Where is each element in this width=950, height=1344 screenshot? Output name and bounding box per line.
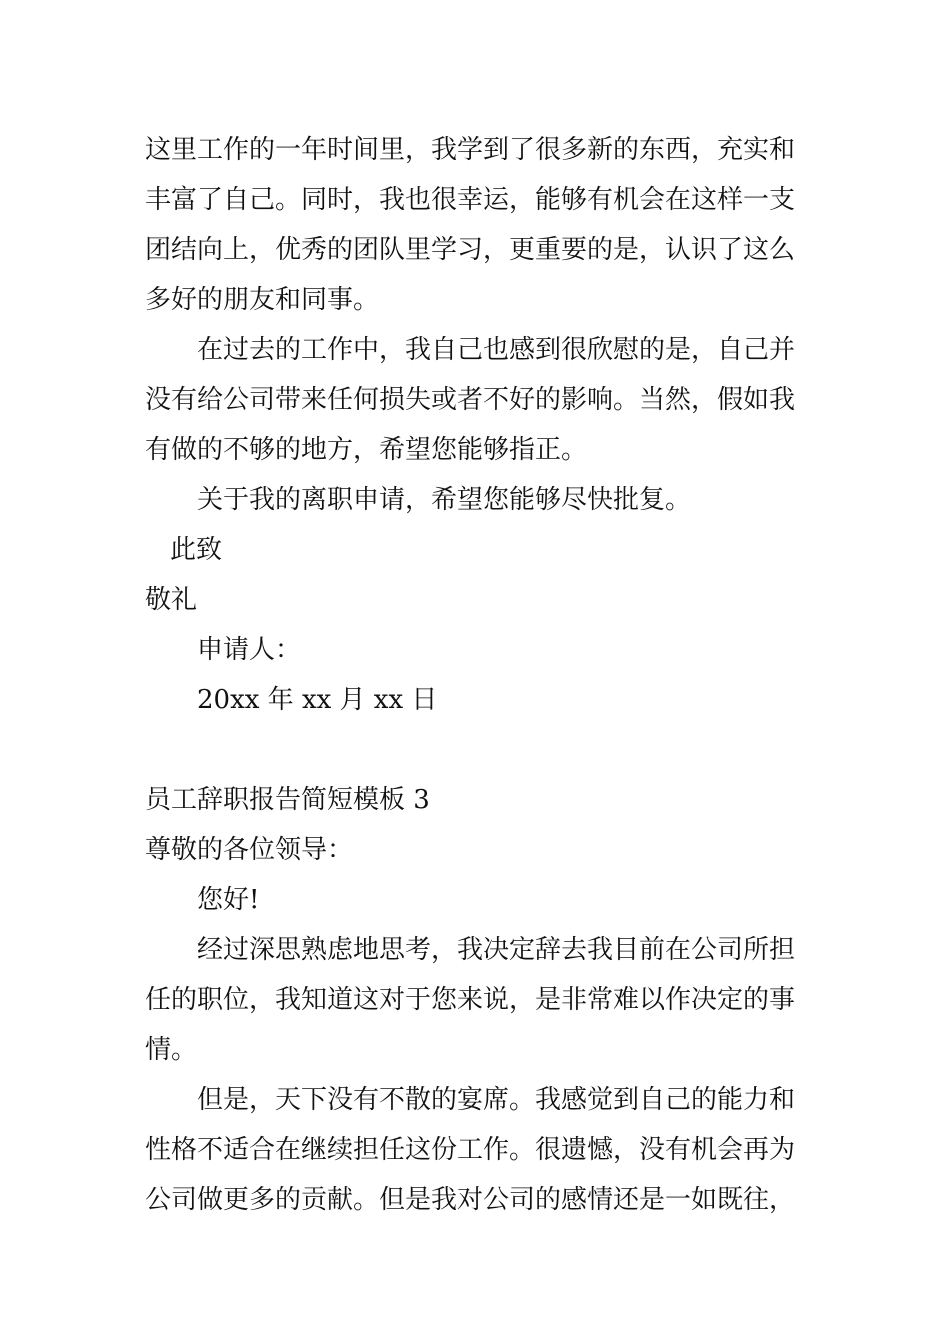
text-line: 在过去的工作中，我自己也感到很欣慰的是，自己并 [197, 335, 796, 365]
text-line: 经过深思熟虑地思考，我决定辞去我目前在公司所担 [197, 935, 796, 965]
text-line: 公司做更多的贡献。但是我对公司的感情还是一如既往， [145, 1185, 796, 1215]
section-title: 员工辞职报告简短模板 3 [145, 785, 430, 815]
text-line: 任的职位，我知道这对于您来说，是非常难以作决定的事 [145, 985, 796, 1015]
text-line: 团结向上，优秀的团队里学习，更重要的是，认识了这么 [145, 235, 796, 265]
text-line: 丰富了自己。同时，我也很幸运，能够有机会在这样一支 [145, 185, 796, 215]
text-line: 这里工作的一年时间里，我学到了很多新的东西，充实和 [145, 135, 796, 165]
text-line: 情。 [145, 1035, 198, 1065]
text-line: 关于我的离职申请，希望您能够尽快批复。 [197, 485, 692, 515]
text-line: 但是，天下没有不散的宴席。我感觉到自己的能力和 [197, 1085, 796, 1115]
date-line: 20xx 年 xx 月 xx 日 [197, 685, 438, 715]
closing-line: 此致 [170, 535, 223, 565]
salutation: 尊敬的各位领导： [145, 835, 354, 865]
greeting: 您好! [197, 885, 260, 915]
text-line: 多好的朋友和同事。 [145, 285, 380, 315]
text-line: 有做的不够的地方，希望您能够指正。 [145, 435, 588, 465]
text-line: 性格不适合在继续担任这份工作。很遗憾，没有机会再为 [145, 1135, 796, 1165]
closing-line: 敬礼 [145, 585, 198, 615]
signature-label: 申请人： [197, 635, 302, 665]
text-line: 没有给公司带来任何损失或者不好的影响。当然，假如我 [145, 385, 796, 415]
